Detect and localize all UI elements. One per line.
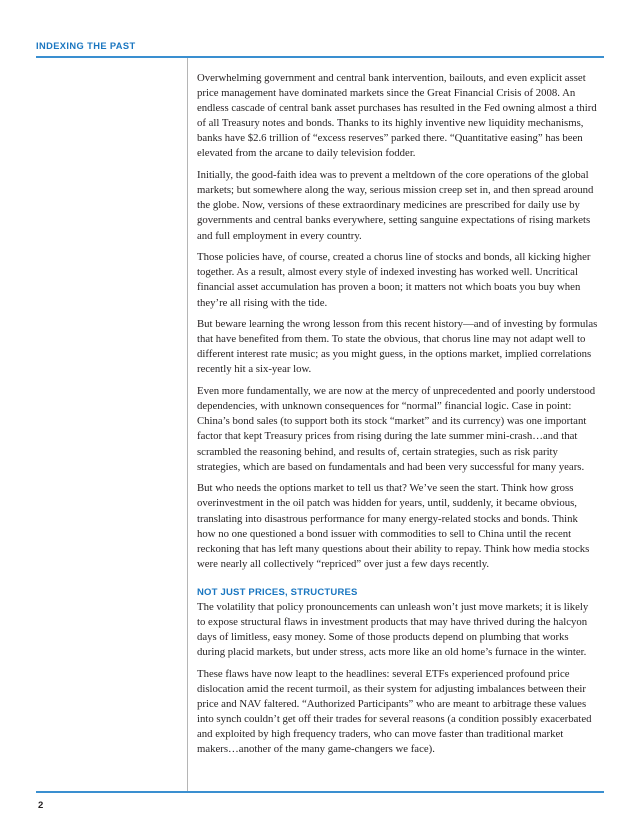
paragraph: Even more fundamentally, we are now at the mercy of unprecedented and poorly understood dependencies, with unknown consequences for “normal” financial logic. Case in point: China’s bond sales (to support both its stock “market” and its currency) was one important factor that kept Treasury prices from rising during the late summer mini-crash…and that scrambled the reasoning behind, and results of, certain strategies, such as risk parity strategies, which are based on fundamentals and had been very successful for many years.: [197, 385, 596, 473]
header-label: INDEXING THE PAST: [36, 41, 136, 51]
paragraph: The volatility that policy pronouncements can unleash won’t just move markets; it is likely to expose structural flaws in investment products that may have thrived during the halcyon days of limitless, easy money. Some of those products depend on plumbing that works during placid markets, but under stress, acts more like an old home’s furnace in the winter.: [197, 600, 589, 659]
bottom-rule: [36, 791, 604, 793]
paragraph: Initially, the good-faith idea was to prevent a meltdown of the core operations of the global markets; but somewhere along the way, serious mission creep set in, and then spread around the globe. Now, versions of these extraordinary medicines are prescribed for daily use by governments and central banks everywhere, setting sanguine expectations of rising markets and full employment in every country.: [197, 169, 594, 242]
page-number: 2: [38, 800, 44, 811]
paragraph: These flaws have now leapt to the headlines: several ETFs experienced profound price dislocation amid the recent turmoil, as their system for adjusting imbalances between their price and NAV faltered. “Authorized Participants” who are meant to arbitrage these values into synch couldn’t get off their trades for several reasons (a condition possibly exacerbated and exploited by high frequency traders, who can move faster than traditional market makers…another of the many game-changers we face).: [197, 667, 592, 756]
section-heading: NOT JUST PRICES, STRUCTURES: [197, 586, 358, 598]
paragraph: But beware learning the wrong lesson from this recent history—and of investing by formulas that have benefited from them. To state the obvious, that chorus line may not adapt well to different interest rate music; as you might guess, in the options market, implied correlations recently hit a six-year low.: [197, 318, 598, 376]
paragraph: But who needs the options market to tell us that? We’ve seen the start. Think how gross overinvestment in the oil patch was hidden for years, until, suddenly, it became obvious, translating into disastrous performance for many energy-related stocks and bonds. Think how no one questioned a bond issuer with commodities to sell to China until the recent reckoning that has left many questions about their ability to repay. Think how media stocks were nearly all collectively “repriced” over just a few days recently.: [197, 482, 590, 570]
top-rule: [36, 56, 604, 58]
paragraph: Those policies have, of course, created a chorus line of stocks and bonds, all kicking higher together. As a result, almost every style of indexed investing has worked well. Uncritical financial asset accumulation has proven a boon; it matters not which boats you buy when they’re all rising with the tide.: [197, 251, 591, 309]
article-body: [197, 71, 599, 764]
paragraph: Overwhelming government and central bank intervention, bailouts, and even explicit asset price management have dominated markets since the Great Financial Crisis of 2008. An endless cascade of central bank asset purchases has resulted in the Fed owning almost a third of all Treasury notes and bonds. Thanks to its highly inventive new liquidity mechanisms, banks have $2.6 trillion of “excess reserves” parked there. “Quantitative easing” has been elevated from the arcane to daily television fodder.: [197, 72, 597, 160]
margin-divider: [187, 58, 188, 792]
